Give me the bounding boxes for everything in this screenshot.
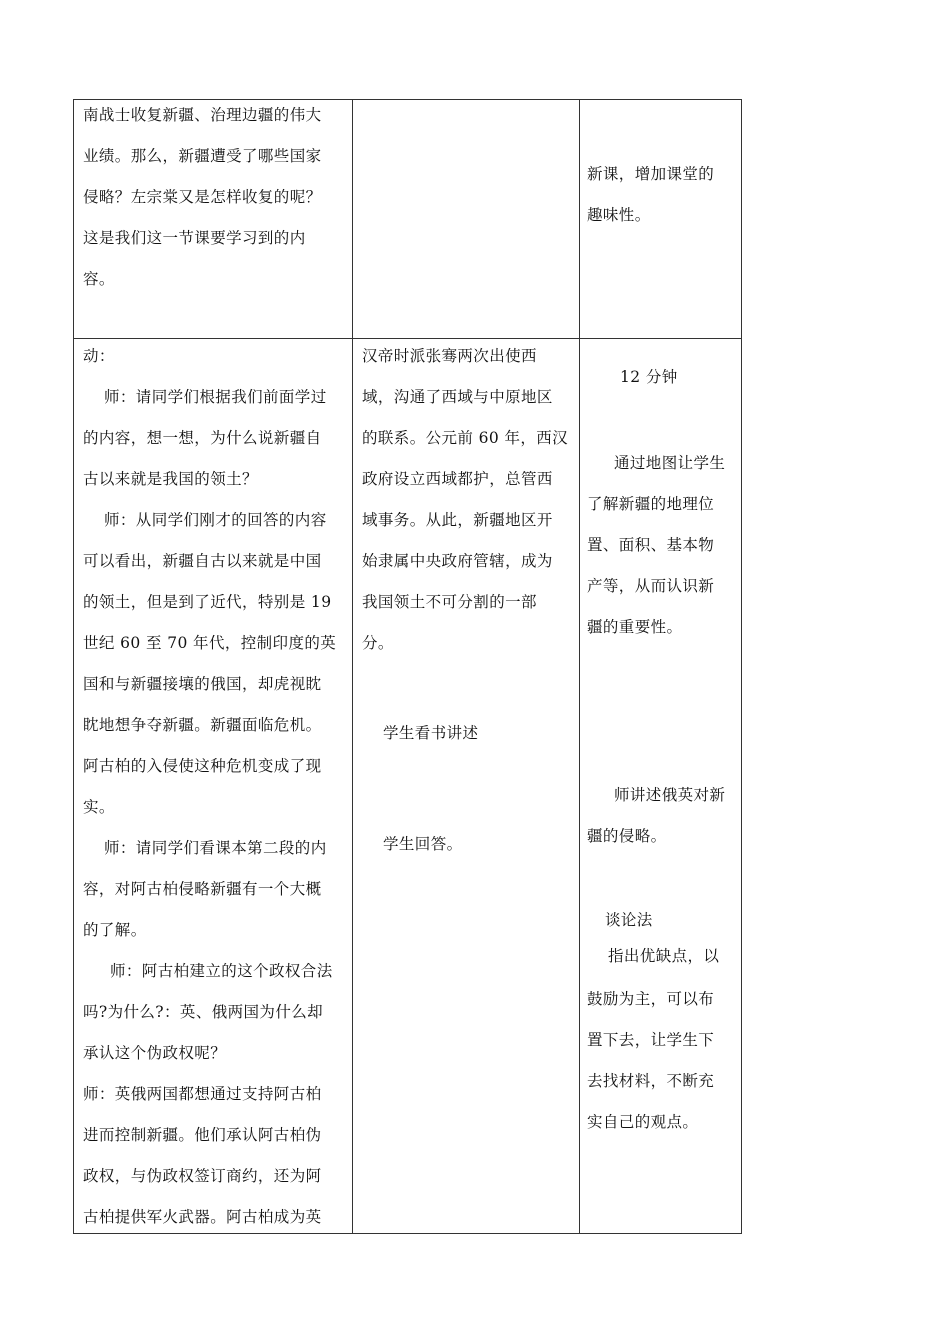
text-line: 实。 [83, 798, 115, 816]
text-line: 汉帝时派张骞两次出使西 [362, 347, 537, 365]
text-line: 南战士收复新疆、治理边疆的伟大 [83, 106, 322, 124]
row2-col2-cell [362, 336, 574, 865]
text-line: 动： [83, 347, 115, 365]
text-line: 的领土，但是到了近代，特别是 19 [83, 593, 332, 611]
text-line: 的联系。公元前 60 年，西汉 [362, 429, 569, 447]
text-line: 师：阿古柏建立的这个政权合法 [110, 962, 333, 980]
text-line: 置下去，让学生下 [587, 1031, 715, 1049]
text-line: 师讲述俄英对新 [614, 786, 726, 804]
text-line: 阿古柏的入侵使这种危机变成了现 [83, 757, 322, 775]
text-line: 世纪 60 至 70 年代，控制印度的英 [83, 634, 337, 652]
text-line: 政权，与伪政权签订商约，还为阿 [83, 1167, 322, 1185]
text-line: 眈地想争夺新疆。新疆面临危机。 [83, 716, 322, 734]
text-line: 域事务。从此，新疆地区开 [362, 511, 553, 529]
row1-col1-cell [83, 95, 349, 300]
method-label: 谈论法 [605, 911, 653, 929]
text-line: 鼓励为主，可以布 [587, 990, 715, 1008]
row2-col3-cell [587, 357, 739, 1143]
text-line: 承认这个伪政权呢？ [83, 1044, 227, 1062]
table-right-border [741, 99, 742, 1234]
text-line: 业绩。那么，新疆遭受了哪些国家 [83, 147, 322, 165]
text-line: 师：请同学们看课本第二段的内 [104, 839, 327, 857]
text-line: 容，对阿古柏侵略新疆有一个大概 [83, 880, 322, 898]
text-line: 始隶属中央政府管辖，成为 [362, 552, 553, 570]
text-line: 进而控制新疆。他们承认阿古柏伪 [83, 1126, 322, 1144]
text-line: 指出优缺点，以 [608, 947, 720, 965]
table-left-border [73, 99, 74, 1234]
text-line: 师：英俄两国都想通过支持阿古柏 [83, 1085, 322, 1103]
text-line: 的了解。 [83, 921, 147, 939]
text-line: 域，沟通了西域与中原地区 [362, 388, 553, 406]
text-line: 去找材料，不断充 [587, 1072, 715, 1090]
text-line: 古以来就是我国的领土？ [83, 470, 258, 488]
text-line: 学生看书讲述 [383, 724, 479, 742]
text-line: 疆的重要性。 [587, 618, 683, 636]
text-line: 国和与新疆接壤的俄国，却虎视眈 [83, 675, 322, 693]
text-line: 师：请同学们根据我们前面学过 [104, 388, 327, 406]
text-line: 产等，从而认识新 [587, 577, 715, 595]
text-line: 置、面积、基本物 [587, 536, 715, 554]
row2-col1-cell [83, 336, 349, 1238]
text-line: 可以看出，新疆自古以来就是中国 [83, 552, 322, 570]
text-line: 侵略？左宗棠又是怎样收复的呢？ [83, 188, 322, 206]
text-line: 容。 [83, 270, 115, 288]
row1-col3-cell [587, 154, 739, 236]
text-line: 趣味性。 [587, 206, 651, 224]
text-line: 新课，增加课堂的 [587, 165, 715, 183]
text-line: 的内容，想一想，为什么说新疆自 [83, 429, 322, 447]
text-line: 分。 [362, 634, 394, 652]
text-line: 吗?为什么?：英、俄两国为什么却 [83, 1003, 324, 1021]
text-line: 我国领土不可分割的一部 [362, 593, 537, 611]
duration-label: 12 分钟 [620, 368, 678, 386]
lesson-table [73, 99, 742, 1234]
text-line: 学生回答。 [383, 835, 463, 853]
column-divider-1 [352, 99, 353, 1234]
text-line: 了解新疆的地理位 [587, 495, 715, 513]
text-line: 古柏提供军火武器。阿古柏成为英 [83, 1208, 322, 1226]
text-line: 通过地图让学生 [614, 454, 726, 472]
column-divider-2 [579, 99, 580, 1234]
text-line: 这是我们这一节课要学习到的内 [83, 229, 306, 247]
text-line: 政府设立西域都护，总管西 [362, 470, 553, 488]
text-line: 实自己的观点。 [587, 1113, 699, 1131]
text-line: 疆的侵略。 [587, 827, 667, 845]
text-line: 师：从同学们刚才的回答的内容 [104, 511, 327, 529]
